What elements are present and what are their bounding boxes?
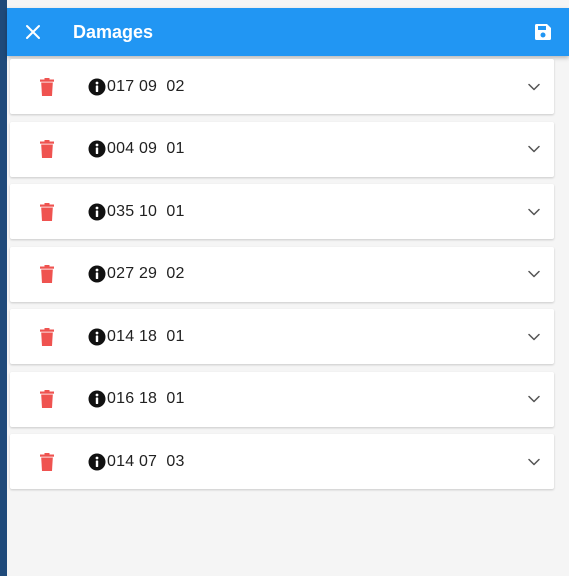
info-icon — [88, 390, 106, 408]
left-edge — [0, 0, 7, 576]
app-bar — [7, 8, 569, 56]
floppy-disk-icon — [534, 23, 552, 41]
damage-code: 014 07 03 — [107, 452, 185, 470]
chevron-down-icon[interactable] — [522, 137, 546, 161]
damage-code: 016 18 01 — [107, 390, 185, 407]
chevron-down-icon[interactable] — [522, 75, 546, 99]
info-icon — [88, 328, 106, 346]
trash-icon — [40, 453, 54, 471]
damage-row[interactable] — [10, 372, 554, 427]
close-button[interactable] — [9, 8, 57, 56]
delete-button[interactable] — [32, 322, 62, 352]
damage-row[interactable] — [10, 122, 554, 177]
damage-row[interactable] — [10, 434, 554, 489]
chevron-down-icon[interactable] — [522, 200, 546, 224]
trash-icon — [40, 390, 54, 408]
delete-button[interactable] — [32, 197, 62, 227]
info-icon — [88, 265, 106, 283]
info-icon — [88, 140, 106, 158]
info-icon — [88, 203, 106, 221]
damage-code: 017 09 02 — [107, 77, 185, 95]
delete-button[interactable] — [32, 72, 62, 102]
trash-icon — [40, 140, 54, 158]
page-title: Damages — [73, 21, 154, 42]
chevron-down-icon[interactable] — [522, 387, 546, 411]
damage-code: 014 18 01 — [107, 327, 185, 345]
delete-button[interactable] — [32, 259, 62, 289]
delete-button[interactable] — [32, 384, 62, 414]
damage-code: 004 09 01 — [107, 140, 185, 157]
damage-list — [10, 59, 554, 497]
trash-icon — [40, 203, 54, 221]
info-icon — [88, 453, 106, 471]
delete-button[interactable] — [32, 447, 62, 477]
damage-row[interactable] — [10, 59, 554, 114]
delete-button[interactable] — [32, 134, 62, 164]
info-icon — [88, 78, 106, 96]
damage-row[interactable] — [10, 184, 554, 239]
damage-code: 027 29 02 — [107, 265, 185, 282]
trash-icon — [40, 328, 54, 346]
chevron-down-icon[interactable] — [522, 325, 546, 349]
close-icon — [25, 24, 41, 40]
chevron-down-icon[interactable] — [522, 450, 546, 474]
trash-icon — [40, 78, 54, 96]
trash-icon — [40, 265, 54, 283]
save-button[interactable] — [521, 8, 565, 56]
damage-code: 035 10 01 — [107, 202, 185, 220]
damage-row[interactable] — [10, 309, 554, 364]
chevron-down-icon[interactable] — [522, 262, 546, 286]
damage-row[interactable] — [10, 247, 554, 302]
